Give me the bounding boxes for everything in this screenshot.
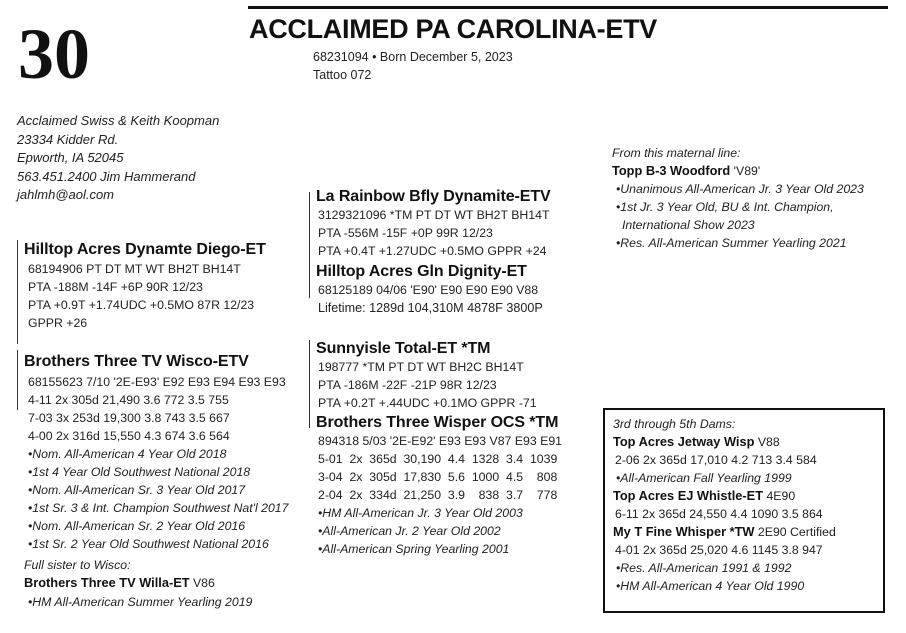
dam-honor: •1st 4 Year Old Southwest National 2018 [28, 465, 251, 479]
dams-dam-line: 894318 5/03 '2E-E92' E93 E93 V87 E93 E91 [318, 434, 562, 448]
sire-line: 68194906 PT DT MT WT BH2T BH14T [28, 262, 241, 276]
dam-line: 68155623 7/10 '2E-E93' E92 E93 E94 E93 E93 [28, 375, 286, 389]
registration-line: 68231094 • Born December 5, 2023 [313, 50, 513, 64]
dam-honor: •Nom. All-American Sr. 3 Year Old 2017 [28, 483, 246, 497]
pedigree-line-dam [17, 350, 18, 410]
maternal-line-name: Topp B-3 Woodford [612, 163, 731, 178]
dam-name: Brothers Three TV Wisco-ETV [24, 353, 249, 370]
dams-sire-line: PTA +0.2T +.44UDC +0.1MO GPPR -71 [318, 396, 537, 410]
consignor-address: 23334 Kidder Rd. [17, 131, 119, 147]
dams-dam-record: 3-04 2x 305d 17,830 5.6 1000 4.5 808 [318, 470, 558, 484]
fifth-dam [613, 523, 836, 541]
dams-dam-honor: •All-American Jr. 2 Year Old 2002 [318, 524, 501, 538]
sire-details [28, 260, 254, 332]
maternal-line-honor: •Res. All-American Summer Yearling 2021 [616, 236, 847, 250]
maternal-line-heading: From this maternal line: [612, 146, 741, 160]
sires-sire-line: PTA +0.4T +1.27UDC +0.5MO GPPR +24 [318, 244, 547, 258]
dam-honor: •1st Sr. 3 & Int. Champion Southwest Nat'l 2017 [28, 501, 289, 515]
fourth-dam-record: 6-11 2x 365d 24,550 4.4 1090 3.5 864 [615, 507, 823, 521]
maternal-line-honor: •Unanimous All-American Jr. 3 Year Old 2023 [616, 182, 864, 196]
consignor-city: Epworth, IA 52045 [17, 150, 124, 166]
sire-line: PTA -188M -14F +6P 90R 12/23 [28, 280, 203, 294]
dams-dam-honor: •HM All-American Jr. 3 Year Old 2003 [318, 506, 523, 520]
top-rule [248, 6, 888, 9]
fifth-dam-record: 4-01 2x 365d 25,020 4.6 1145 3.8 947 [615, 543, 823, 557]
maternal-line-honor: •1st Jr. 3 Year Old, BU & Int. Champion, [616, 200, 834, 214]
pedigree-line-dam-branch [309, 340, 310, 428]
dams-dam-name: Brothers Three Wisper OCS *TM [316, 414, 559, 431]
third-dam-record: 2-06 2x 365d 17,010 4.2 713 3.4 584 [615, 453, 817, 467]
fourth-dam-score: 4E90 [763, 489, 796, 503]
sires-sire-line: 3129321096 *TM PT DT WT BH2T BH14T [318, 208, 550, 222]
sires-sire-line: PTA -556M -15F +0P 99R 12/23 [318, 226, 493, 240]
sires-sire-details [318, 206, 549, 260]
sire-name: Hilltop Acres Dynamte Diego-ET [24, 241, 266, 258]
fourth-dam [613, 487, 836, 505]
dam-honor: •1st Sr. 2 Year Old Southwest National 2016 [28, 537, 269, 551]
third-dam-score: V88 [754, 435, 780, 449]
maternal-line-score: 'V89' [730, 164, 761, 178]
sire-line: GPPR +26 [28, 316, 88, 330]
third-dam-honor: •All-American Fall Yearling 1999 [616, 471, 792, 485]
dam-record: 7-03 3x 253d 19,300 3.8 743 3.5 667 [28, 411, 230, 425]
consignor-block [17, 112, 219, 205]
full-sister [24, 574, 215, 592]
dams-sire-line: 198777 *TM PT DT WT BH2C BH14T [318, 360, 524, 374]
pedigree-line-sire [17, 240, 18, 344]
fifth-dam-honor: •Res. All-American 1991 & 1992 [616, 561, 792, 575]
maternal-line-honor: International Show 2023 [622, 218, 755, 232]
dams-dam-record: 2-04 2x 334d 21,250 3.9 838 3.7 778 [318, 488, 558, 502]
sires-sire-name: La Rainbow Bfly Dynamite-ETV [316, 188, 551, 205]
consignor-email[interactable]: jahlmh@aol.com [17, 187, 115, 203]
fourth-dam-name: Top Acres EJ Whistle-ET [613, 488, 764, 503]
third-dam-name: Top Acres Jetway Wisp [613, 434, 755, 449]
fifth-dam-name: My T Fine Whisper *TW [613, 524, 755, 539]
tattoo: Tattoo 072 [313, 68, 372, 82]
dams-sire-line: PTA -186M -22F -21P 98R 12/23 [318, 378, 497, 392]
third-dam [613, 433, 836, 451]
dams-sire-name: Sunnyisle Total-ET *TM [316, 340, 491, 357]
lot-number: 30 [18, 14, 90, 94]
maternal-line-block [612, 144, 864, 252]
dam-details [28, 373, 288, 553]
dam-honor: •Nom. All-American Sr. 2 Year Old 2016 [28, 519, 246, 533]
full-sister-honor: •HM All-American Summer Yearling 2019 [28, 595, 253, 609]
dams-dam-details [318, 432, 562, 558]
consignor-phone: 563.451.2400 Jim Hammerand [17, 168, 196, 184]
dam-honor: •Nom. All-American 4 Year Old 2018 [28, 447, 227, 461]
pedigree-line-sire-branch [309, 192, 310, 298]
sire-line: PTA +0.9T +1.74UDC +0.5MO 87R 12/23 [28, 298, 255, 312]
consignor-name: Acclaimed Swiss & Keith Koopman [17, 113, 220, 128]
dams-dam-record: 5-01 2x 365d 30,190 4.4 1328 3.4 1039 [318, 452, 558, 466]
full-sister-score: V86 [189, 576, 215, 590]
sires-dam-line: 68125189 04/06 'E90' E90 E90 E90 V88 [318, 283, 539, 297]
full-sister-name: Brothers Three TV Willa-ET [24, 575, 190, 590]
animal-name: ACCLAIMED PA CAROLINA-ETV [249, 14, 657, 44]
fifth-dam-honor: •HM All-American 4 Year Old 1990 [616, 579, 805, 593]
dam-record: 4-11 2x 305d 21,490 3.6 772 3.5 755 [28, 393, 229, 407]
sires-dam-details [318, 281, 543, 317]
dams-dam-honor: •All-American Spring Yearling 2001 [318, 542, 510, 556]
ancestor-dams-heading: 3rd through 5th Dams: [613, 417, 736, 431]
dam-record: 4-00 2x 316d 15,550 4.3 674 3.6 564 [28, 429, 230, 443]
dams-sire-details [318, 358, 537, 412]
ancestor-dams-content [613, 415, 836, 595]
sires-dam-name: Hilltop Acres Gln Dignity-ET [316, 263, 527, 280]
full-sister-label: Full sister to Wisco: [24, 558, 131, 572]
sires-dam-lifetime: Lifetime: 1289d 104,310M 4878F 3800P [318, 301, 543, 315]
maternal-line-cow [612, 162, 864, 180]
fifth-dam-score: 2E90 Certified [754, 525, 836, 539]
